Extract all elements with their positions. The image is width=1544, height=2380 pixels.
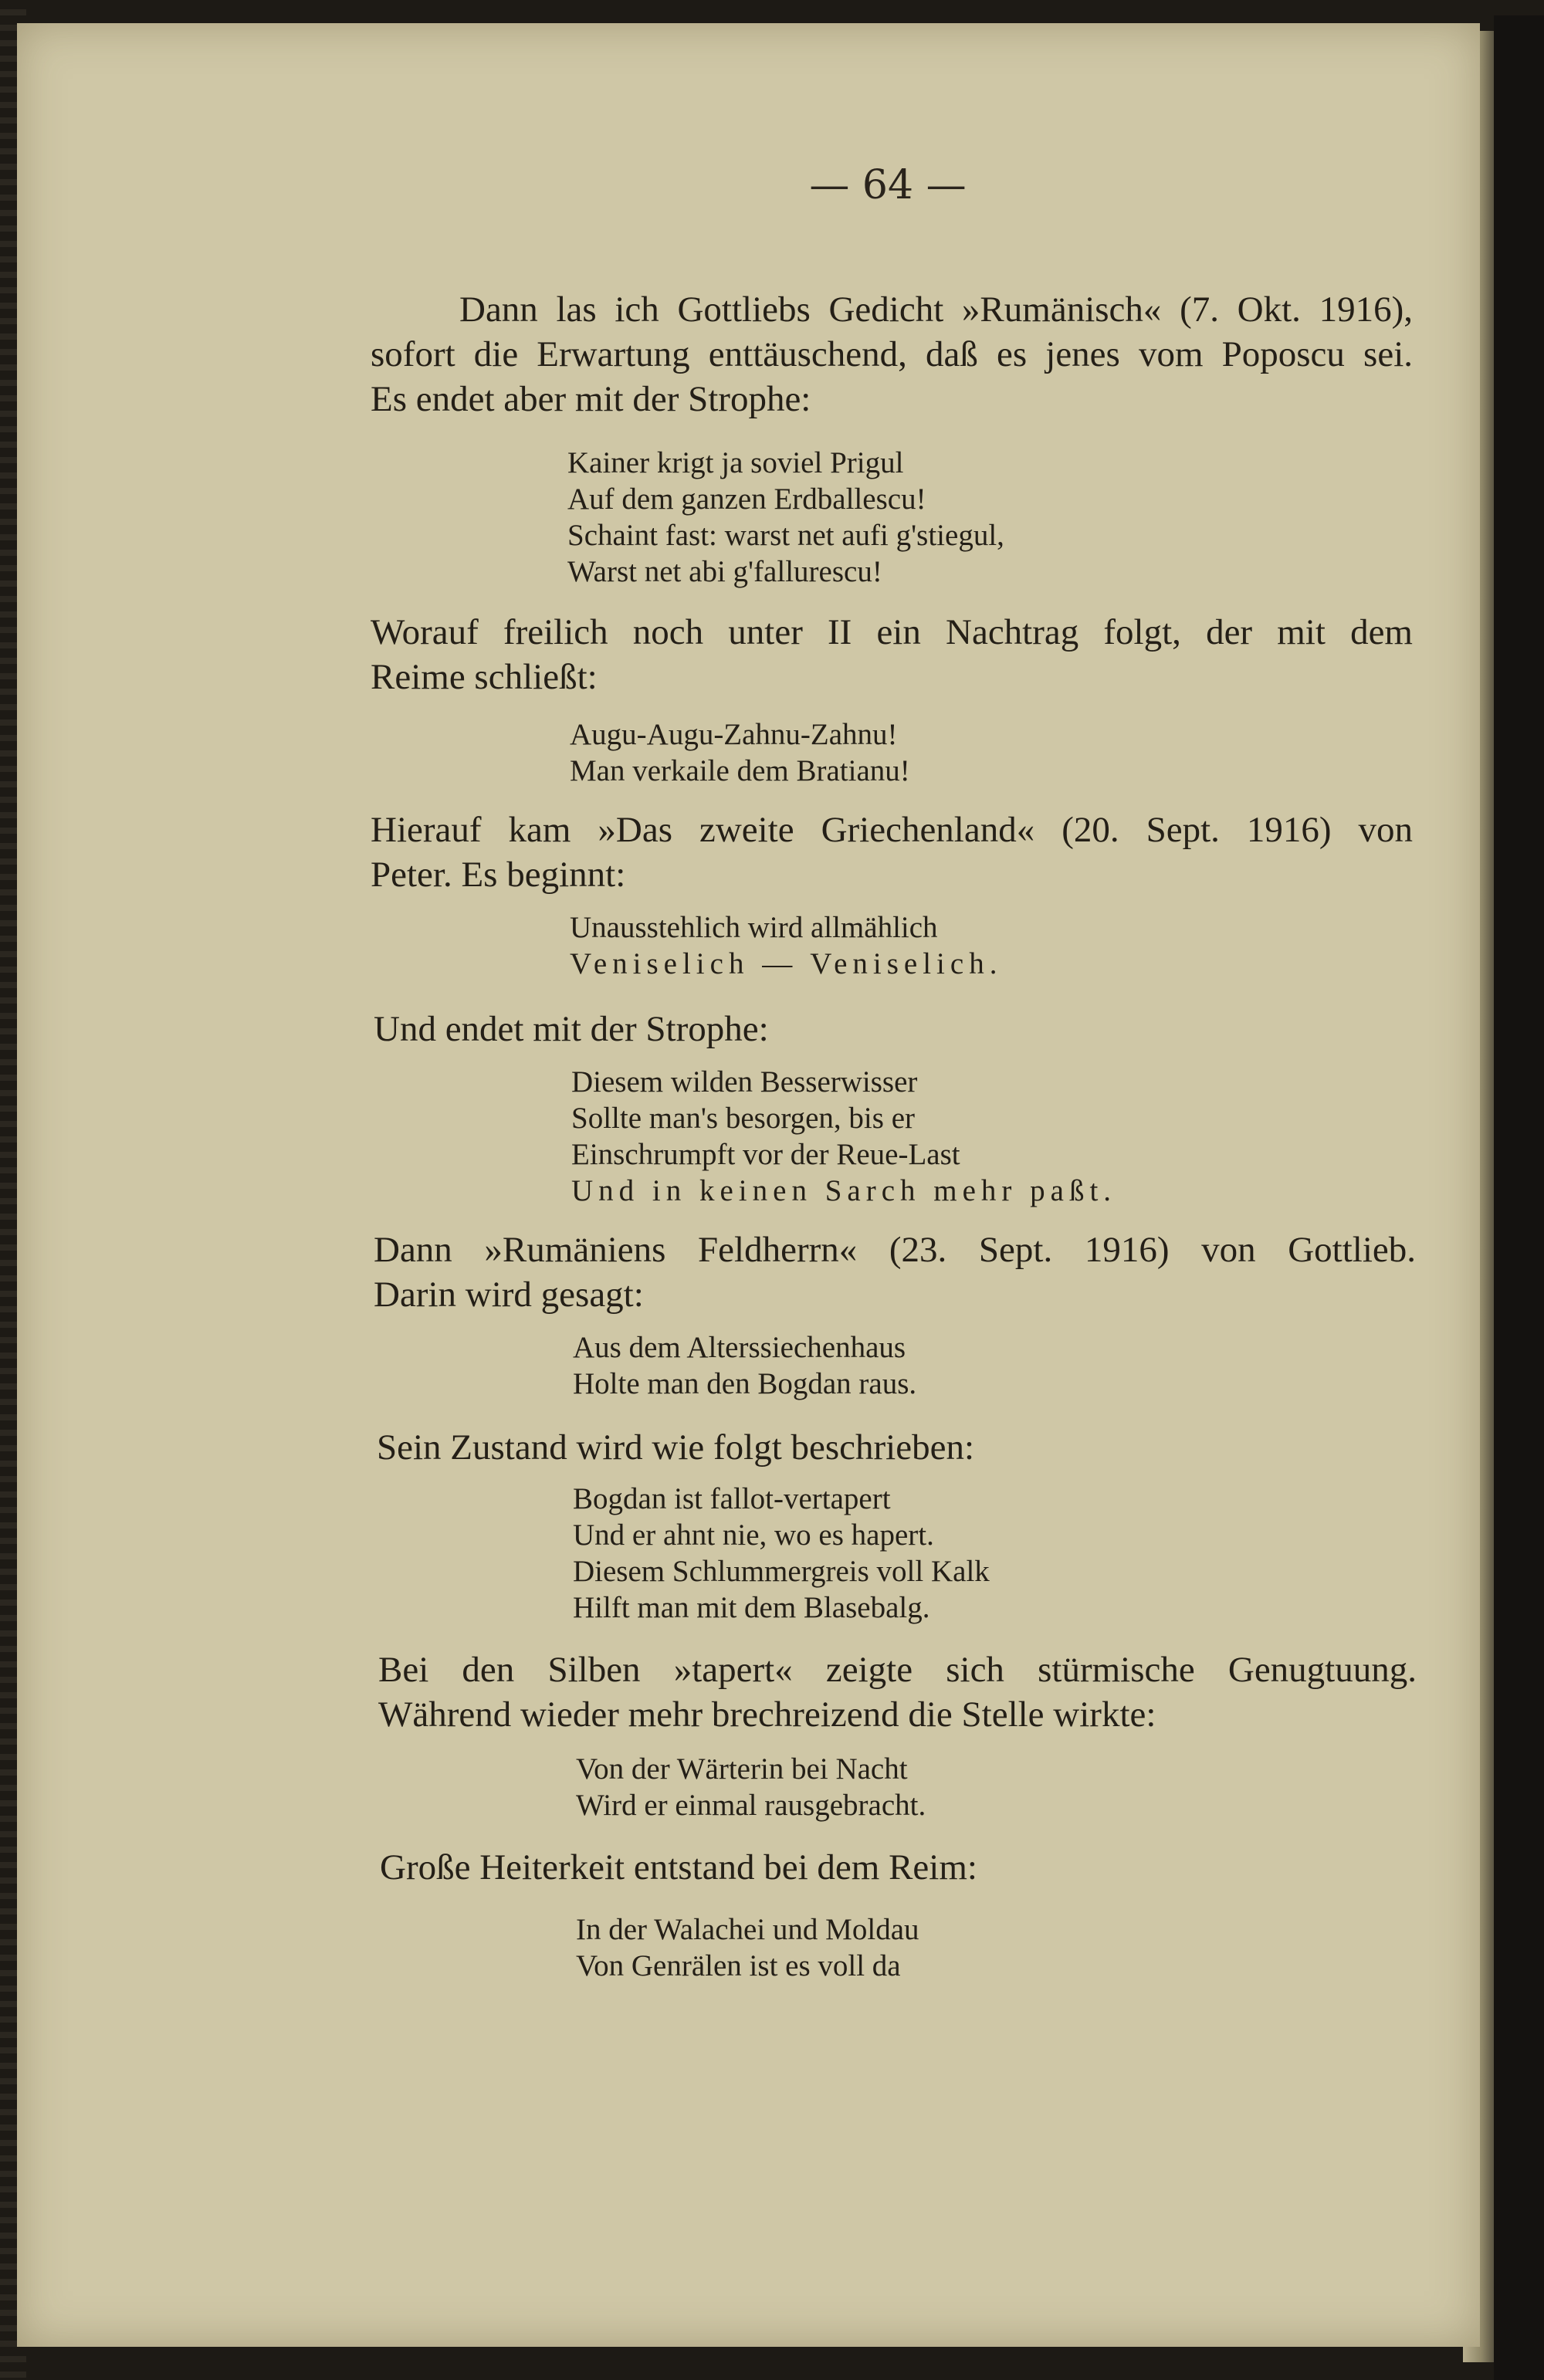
- text-line: Bei den Silben »tapert« zeigte sich stürmische Genugtuung.: [378, 1650, 1417, 1690]
- verse-line: Und er ahnt nie, wo es hapert.: [573, 1518, 934, 1552]
- verse-line: Kainer krigt ja soviel Prigul: [567, 446, 904, 479]
- verse-line: Einschrumpft vor der Reue-Last: [571, 1138, 960, 1171]
- verse-1: [567, 445, 1004, 590]
- verse-line: Diesem wilden Besserwisser: [571, 1065, 918, 1099]
- text-line: Es endet aber mit der Strophe:: [371, 379, 811, 419]
- text-line: Und endet mit der Strophe:: [374, 1009, 769, 1049]
- verse-5: [573, 1329, 916, 1402]
- paragraph-1: [371, 287, 1413, 421]
- paragraph-5: [374, 1227, 1416, 1317]
- verse-8: [576, 1911, 919, 1984]
- verse-line: Auf dem ganzen Erdballescu!: [567, 482, 926, 516]
- verse-4: [571, 1064, 1116, 1209]
- verse-line: Schaint fast: warst net aufi g'stiegul,: [567, 519, 1004, 552]
- text-line: Große Heiterkeit entstand bei dem Reim:: [380, 1847, 977, 1887]
- verse-line: Aus dem Alterssiechenhaus: [573, 1331, 906, 1364]
- verse-line: Augu-Augu-Zahnu-Zahnu!: [570, 718, 898, 751]
- paragraph-6: [377, 1425, 1419, 1470]
- text-line: Darin wird gesagt:: [374, 1275, 644, 1315]
- verse-7: [576, 1751, 926, 1823]
- background-right: [1494, 15, 1544, 2380]
- page-number: — 64 —: [809, 162, 967, 208]
- verse-line: Hilft man mit dem Blasebalg.: [573, 1591, 930, 1624]
- paragraph-8: [380, 1845, 1414, 1890]
- verse-line: Von Genrälen ist es voll da: [576, 1949, 901, 1982]
- text-line: Hierauf kam »Das zweite Griechenland« (20. Sept. 1916) von: [371, 810, 1413, 850]
- verse-2: [570, 716, 910, 789]
- paragraph-2: [371, 610, 1413, 699]
- text-line: Sein Zustand wird wie folgt beschrieben:: [377, 1427, 975, 1468]
- text-line: Während wieder mehr brechreizend die Stelle wirkte:: [378, 1694, 1156, 1735]
- verse-line: Diesem Schlummergreis voll Kalk: [573, 1555, 990, 1588]
- verse-line: Sollte man's besorgen, bis er: [571, 1102, 915, 1135]
- paragraph-3: [371, 807, 1413, 897]
- verse-line: Holte man den Bogdan raus.: [573, 1367, 917, 1400]
- verse-line: Bogdan ist fallot-vertapert: [573, 1482, 891, 1515]
- text-line: Dann las ich Gottliebs Gedicht »Rumänisch« (7. Okt. 1916),: [459, 289, 1413, 330]
- text-line: Reime schließt:: [371, 657, 598, 697]
- verse-6: [573, 1481, 990, 1626]
- paragraph-4: [374, 1007, 1416, 1051]
- verse-line: Man verkaile dem Bratianu!: [570, 754, 910, 787]
- verse-line: Wird er einmal rausgebracht.: [576, 1789, 926, 1822]
- verse-line: In der Walachei und Moldau: [576, 1913, 919, 1946]
- paragraph-7: [378, 1647, 1417, 1737]
- text-line: Peter. Es beginnt:: [371, 855, 626, 895]
- verse-line: Veniselich — Veniselich.: [570, 947, 1003, 980]
- verse-line: Unausstehlich wird allmählich: [570, 911, 938, 944]
- text-line: Dann »Rumäniens Feldherrn« (23. Sept. 1916) von Gottlieb.: [374, 1230, 1416, 1270]
- text-line: Worauf freilich noch unter II ein Nachtrag folgt, der mit dem: [371, 612, 1413, 652]
- verse-line: Von der Wärterin bei Nacht: [576, 1752, 908, 1786]
- verse-3: [570, 909, 1002, 982]
- text-line: sofort die Erwartung enttäuschend, daß es jenes vom Poposcu sei.: [371, 334, 1413, 374]
- verse-line: Warst net abi g'fallurescu!: [567, 555, 882, 588]
- verse-line: Und in keinen Sarch mehr paßt.: [571, 1174, 1117, 1207]
